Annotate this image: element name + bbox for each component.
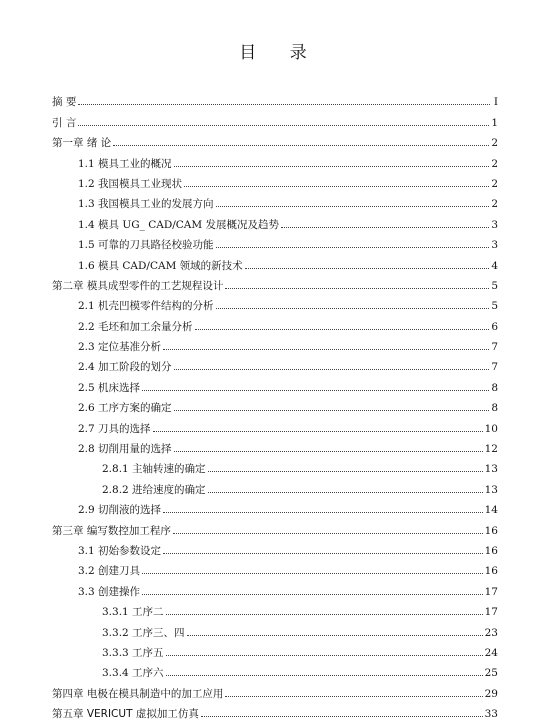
dot-leader bbox=[142, 594, 483, 595]
toc-entry-page-number: 7 bbox=[491, 361, 498, 374]
dot-leader bbox=[216, 308, 490, 309]
dot-leader bbox=[166, 614, 483, 615]
toc-entry[interactable] bbox=[52, 577, 498, 597]
toc-entry-label: 2.8.2 进给速度的确定 bbox=[102, 483, 206, 496]
dot-leader bbox=[166, 675, 483, 676]
toc-entry-page-number: 5 bbox=[491, 279, 498, 292]
toc-entry[interactable] bbox=[52, 496, 498, 516]
toc-entry-label: 3.3.2 工序三、四 bbox=[102, 626, 185, 639]
dot-leader bbox=[245, 268, 490, 269]
dot-leader bbox=[216, 206, 490, 207]
toc-entry-label: 第四章 电极在模具制造中的加工应用 bbox=[52, 687, 224, 700]
toc-entry[interactable] bbox=[52, 108, 498, 128]
toc-entry-label: 第一章 绪 论 bbox=[52, 137, 112, 150]
toc-entry-label: 引 言 bbox=[52, 116, 77, 129]
toc-entry-page-number: 3 bbox=[491, 218, 498, 231]
toc-entry[interactable] bbox=[52, 455, 498, 475]
toc-entry-page-number: 13 bbox=[484, 483, 498, 496]
toc-entry-page-number: 17 bbox=[484, 585, 498, 598]
dot-leader bbox=[78, 104, 490, 105]
toc-entry-label: 3.1 初始参数设定 bbox=[78, 544, 162, 557]
toc-entry-page-number: 4 bbox=[491, 259, 498, 272]
toc-entry[interactable] bbox=[52, 129, 498, 149]
toc-entry-label: 2.5 机床选择 bbox=[78, 381, 141, 394]
toc-entry-label: 1.1 模具工业的概况 bbox=[78, 157, 172, 170]
toc-entry-label: 2.8.1 主轴转速的确定 bbox=[102, 463, 206, 476]
toc-entry[interactable] bbox=[52, 394, 498, 414]
toc-entry[interactable] bbox=[52, 353, 498, 373]
dot-leader bbox=[208, 492, 483, 493]
toc-entry-page-number: 8 bbox=[491, 402, 498, 415]
toc-entry[interactable] bbox=[52, 312, 498, 332]
dot-leader bbox=[281, 227, 489, 228]
dot-leader bbox=[174, 451, 483, 452]
dot-leader bbox=[174, 410, 490, 411]
toc-entry-label: 1.3 我国模具工业的发展方向 bbox=[78, 198, 214, 211]
toc-entry-label: 第三章 编写数控加工程序 bbox=[52, 524, 171, 537]
dot-leader bbox=[187, 635, 483, 636]
toc-entry[interactable] bbox=[52, 659, 498, 679]
dot-leader bbox=[174, 369, 490, 370]
toc-entry-page-number: 12 bbox=[484, 443, 498, 456]
toc-entry-page-number: 16 bbox=[484, 565, 498, 578]
toc-entry-label: 3.3.1 工序二 bbox=[102, 606, 164, 619]
dot-leader bbox=[216, 247, 490, 248]
toc-entry-page-number: 2 bbox=[491, 177, 498, 190]
dot-leader bbox=[184, 186, 489, 187]
toc-entry-label: 第五章 VERICUT 虚拟加工仿真 bbox=[52, 708, 199, 721]
toc-entry-page-number: 16 bbox=[484, 524, 498, 537]
toc-entry-page-number: 6 bbox=[491, 320, 498, 333]
toc-entry-page-number: 5 bbox=[491, 300, 498, 313]
dot-leader bbox=[173, 533, 483, 534]
toc-entry-page-number: 29 bbox=[484, 687, 498, 700]
dot-leader bbox=[142, 573, 483, 574]
toc-entry-label: 2.1 机壳凹模零件结构的分析 bbox=[78, 300, 214, 313]
dot-leader bbox=[113, 145, 489, 146]
dot-leader bbox=[225, 288, 489, 289]
toc-entry-label: 1.6 模具 CAD/CAM 领域的新技术 bbox=[78, 259, 243, 272]
toc-entry-page-number: 2 bbox=[491, 198, 498, 211]
toc-entry-page-number: 3 bbox=[491, 239, 498, 252]
toc-entry-label: 2.7 刀具的选择 bbox=[78, 422, 151, 435]
dot-leader bbox=[195, 329, 490, 330]
dot-leader bbox=[208, 471, 483, 472]
dot-leader bbox=[142, 390, 489, 391]
toc-entry[interactable] bbox=[52, 333, 498, 353]
toc-entry[interactable] bbox=[52, 210, 498, 230]
dot-leader bbox=[153, 431, 483, 432]
table-of-contents bbox=[52, 88, 498, 720]
toc-entry-label: 1.4 模具 UG_ CAD/CAM 发展概况及趋势 bbox=[78, 218, 279, 231]
toc-title: 目 录 bbox=[239, 43, 321, 63]
toc-entry[interactable] bbox=[52, 618, 498, 638]
toc-entry-label: 1.5 可靠的刀具路径校验功能 bbox=[78, 239, 214, 252]
toc-entry[interactable] bbox=[52, 679, 498, 699]
dot-leader bbox=[166, 655, 483, 656]
toc-entry[interactable] bbox=[52, 639, 498, 659]
toc-entry[interactable] bbox=[52, 700, 498, 720]
toc-entry-label: 2.9 切削液的选择 bbox=[78, 504, 162, 517]
toc-entry-label: 3.2 创建刀具 bbox=[78, 565, 141, 578]
toc-entry-label: 1.2 我国模具工业现状 bbox=[78, 177, 183, 190]
toc-entry-page-number: 8 bbox=[491, 381, 498, 394]
toc-entry[interactable] bbox=[52, 537, 498, 557]
toc-entry-page-number: 33 bbox=[484, 708, 498, 721]
toc-entry-page-number: 23 bbox=[484, 626, 498, 639]
toc-entry-page-number: 7 bbox=[491, 341, 498, 354]
toc-entry-page-number: 2 bbox=[491, 157, 498, 170]
toc-entry-label: 2.4 加工阶段的划分 bbox=[78, 361, 172, 374]
toc-entry[interactable] bbox=[52, 272, 498, 292]
toc-entry-label: 摘 要 bbox=[52, 96, 77, 109]
dot-leader bbox=[163, 512, 483, 513]
dot-leader bbox=[201, 716, 483, 717]
toc-entry-page-number: 17 bbox=[484, 606, 498, 619]
toc-entry-page-number: 10 bbox=[484, 422, 498, 435]
toc-entry-label: 3.3 创建操作 bbox=[78, 585, 141, 598]
toc-entry[interactable] bbox=[52, 149, 498, 169]
dot-leader bbox=[78, 125, 489, 126]
toc-entry-page-number: 14 bbox=[484, 504, 498, 517]
toc-entry-page-number: 24 bbox=[484, 646, 498, 659]
toc-entry-label: 第二章 模具成型零件的工艺规程设计 bbox=[52, 279, 224, 292]
toc-entry[interactable] bbox=[52, 88, 498, 108]
toc-entry-label: 3.3.3 工序五 bbox=[102, 646, 164, 659]
toc-entry[interactable] bbox=[52, 292, 498, 312]
toc-entry[interactable] bbox=[52, 373, 498, 393]
toc-entry[interactable] bbox=[52, 598, 498, 618]
dot-leader bbox=[163, 553, 483, 554]
toc-entry-label: 2.6 工序方案的确定 bbox=[78, 402, 172, 415]
toc-entry[interactable] bbox=[52, 435, 498, 455]
toc-entry-page-number: 1 bbox=[491, 116, 498, 129]
toc-entry-page-number: 2 bbox=[491, 137, 498, 150]
toc-entry[interactable] bbox=[52, 190, 498, 210]
toc-entry-label: 2.2 毛坯和加工余量分析 bbox=[78, 320, 193, 333]
toc-entry-page-number: 16 bbox=[484, 544, 498, 557]
toc-entry[interactable] bbox=[52, 475, 498, 495]
toc-entry-label: 3.3.4 工序六 bbox=[102, 667, 164, 680]
dot-leader bbox=[174, 166, 490, 167]
toc-entry-page-number: 25 bbox=[484, 667, 498, 680]
dot-leader bbox=[163, 349, 489, 350]
toc-entry-page-number: 13 bbox=[484, 463, 498, 476]
toc-entry-label: 2.8 切削用量的选择 bbox=[78, 443, 172, 456]
toc-entry-label: 2.3 定位基准分析 bbox=[78, 341, 162, 354]
toc-entry[interactable] bbox=[52, 414, 498, 434]
toc-entry[interactable] bbox=[52, 516, 498, 536]
toc-entry[interactable] bbox=[52, 251, 498, 271]
toc-entry-page-number: I bbox=[493, 96, 498, 109]
toc-entry[interactable] bbox=[52, 557, 498, 577]
dot-leader bbox=[225, 696, 482, 697]
toc-entry[interactable] bbox=[52, 170, 498, 190]
toc-entry[interactable] bbox=[52, 231, 498, 251]
